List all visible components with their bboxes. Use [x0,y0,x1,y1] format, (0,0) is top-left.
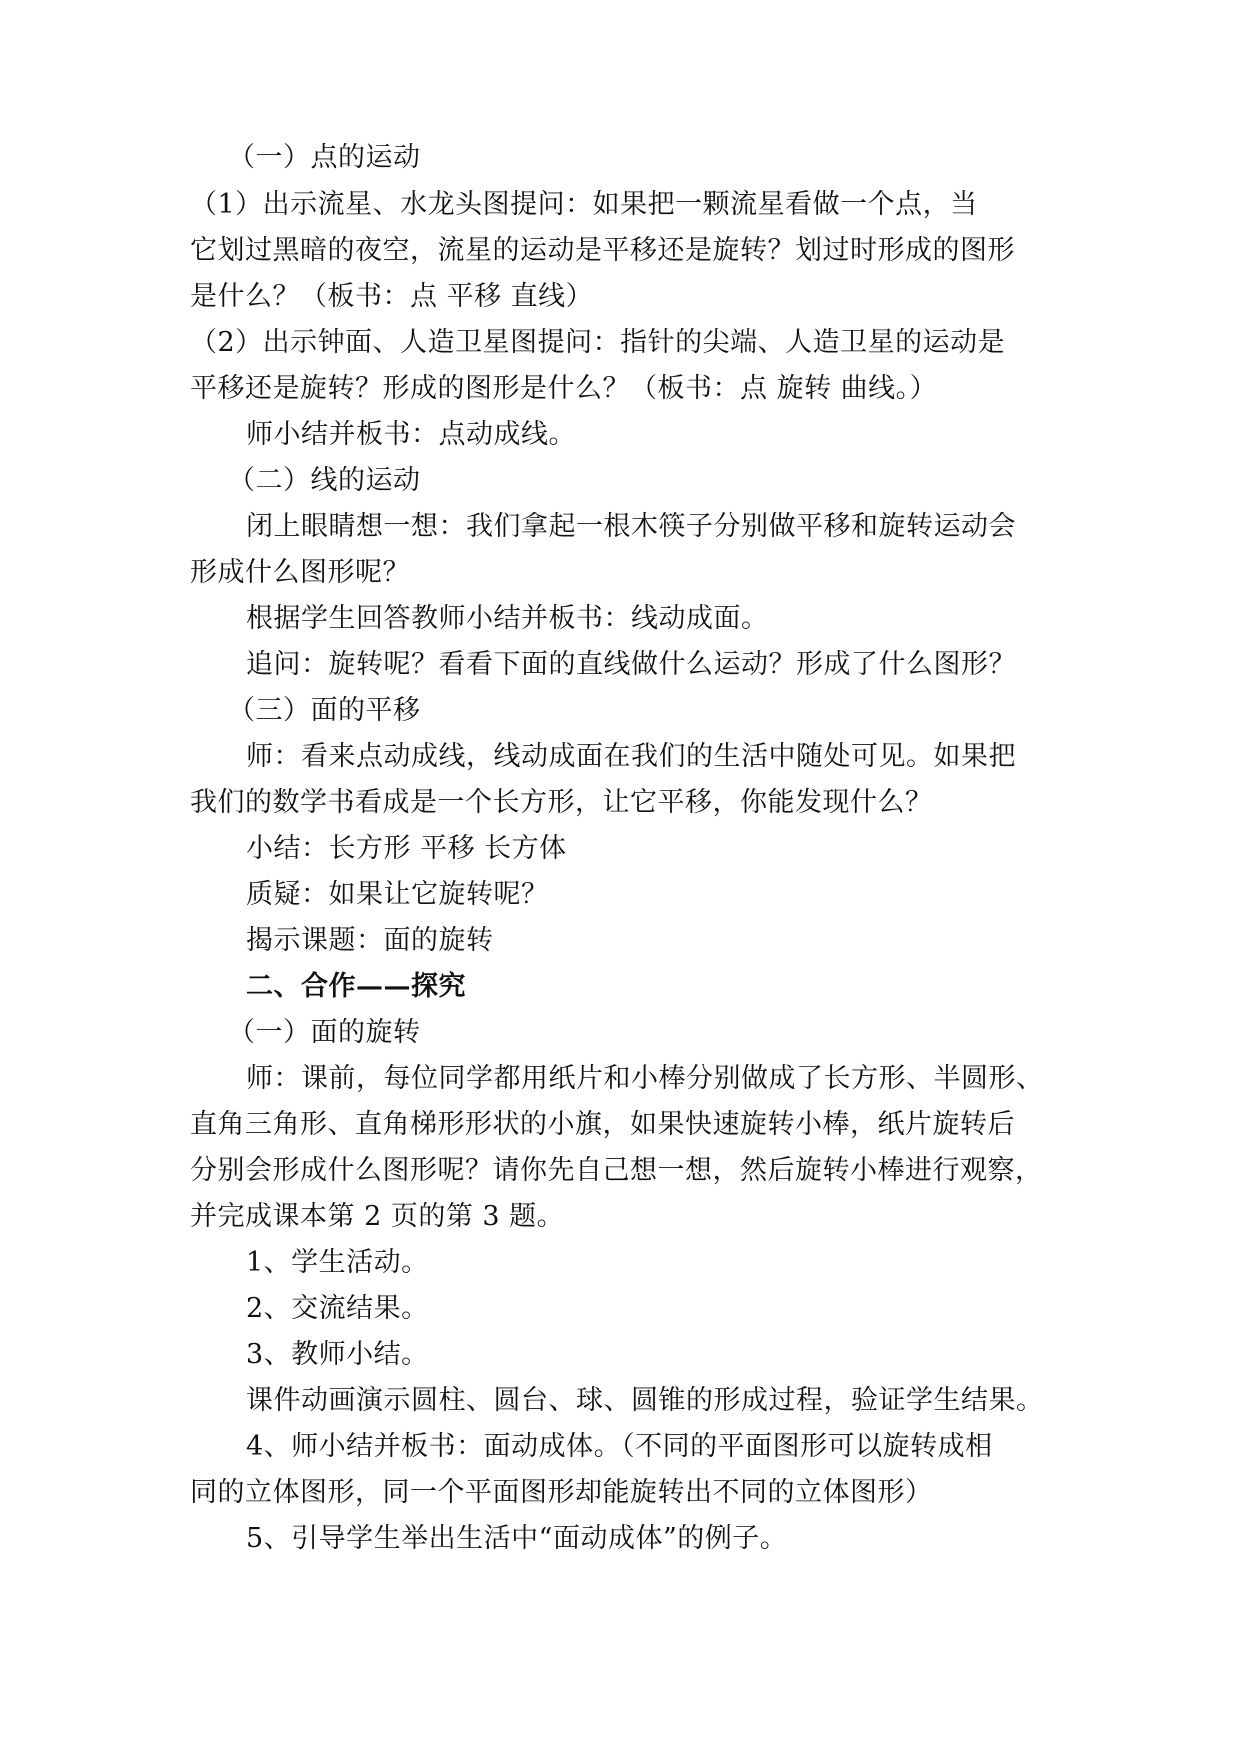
heading-face-translation: （三）面的平移 [228,695,421,726]
paragraph-line: 分别会形成什么图形呢？请你先自己想一想，然后旋转小棒进行观察， [190,1155,1043,1186]
paragraph-line: 直角三角形、直角梯形形状的小旗，如果快速旋转小棒，纸片旋转后 [190,1109,1015,1140]
paragraph-line: 揭示课题：面的旋转 [246,925,494,956]
paragraph-line: 追问：旋转呢？看看下面的直线做什么运动？形成了什么图形？ [246,649,1016,680]
list-item: 1、学生活动。 [246,1247,429,1278]
paragraph-line: 形成什么图形呢？ [190,557,410,588]
paragraph-line: 师：看来点动成线，线动成面在我们的生活中随处可见。如果把 [246,741,1016,772]
paragraph-line: 并完成课本第 2 页的第 3 题。 [190,1201,565,1232]
paragraph-line: 小结：长方形 平移 长方体 [246,833,567,864]
heading-face-rotation: （一）面的旋转 [228,1017,421,1048]
list-item: 4、师小结并板书：面动成体。（不同的平面图形可以旋转成相 [246,1431,993,1462]
paragraph-line: 同的立体图形，同一个平面图形却能旋转出不同的立体图形） [190,1477,933,1508]
paragraph-line: 我们的数学书看成是一个长方形，让它平移，你能发现什么？ [190,787,933,818]
paragraph-line: 师小结并板书：点动成线。 [246,419,576,450]
paragraph-line: 课件动画演示圆柱、圆台、球、圆锥的形成过程，验证学生结果。 [246,1385,1044,1416]
heading-line-motion: （二）线的运动 [228,465,421,496]
list-item: 5、引导学生举出生活中“面动成体”的例子。 [246,1523,788,1554]
paragraph-line: （2）出示钟面、人造卫星图提问：指针的尖端、人造卫星的运动是 [190,327,1006,358]
paragraph-line: 师：课前，每位同学都用纸片和小棒分别做成了长方形、半圆形、 [246,1063,1044,1094]
heading-point-motion: （一）点的运动 [228,142,421,173]
paragraph-line: 闭上眼睛想一想：我们拿起一根木筷子分别做平移和旋转运动会 [246,511,1016,542]
paragraph-line: 平移还是旋转？形成的图形是什么？（板书：点 旋转 曲线。） [190,373,938,404]
paragraph-line: （1）出示流星、水龙头图提问：如果把一颗流星看做一个点，当 [190,189,978,220]
paragraph-line: 质疑：如果让它旋转呢？ [246,879,549,910]
list-item: 2、交流结果。 [246,1293,429,1324]
paragraph-line: 根据学生回答教师小结并板书：线动成面。 [246,603,769,634]
section-heading-cooperation: 二、合作——探究 [246,971,466,1002]
paragraph-line: 它划过黑暗的夜空，流星的运动是平移还是旋转？划过时形成的图形 [190,235,1015,266]
paragraph-line: 是什么？（板书：点 平移 直线） [190,281,594,312]
list-item: 3、教师小结。 [246,1339,429,1370]
